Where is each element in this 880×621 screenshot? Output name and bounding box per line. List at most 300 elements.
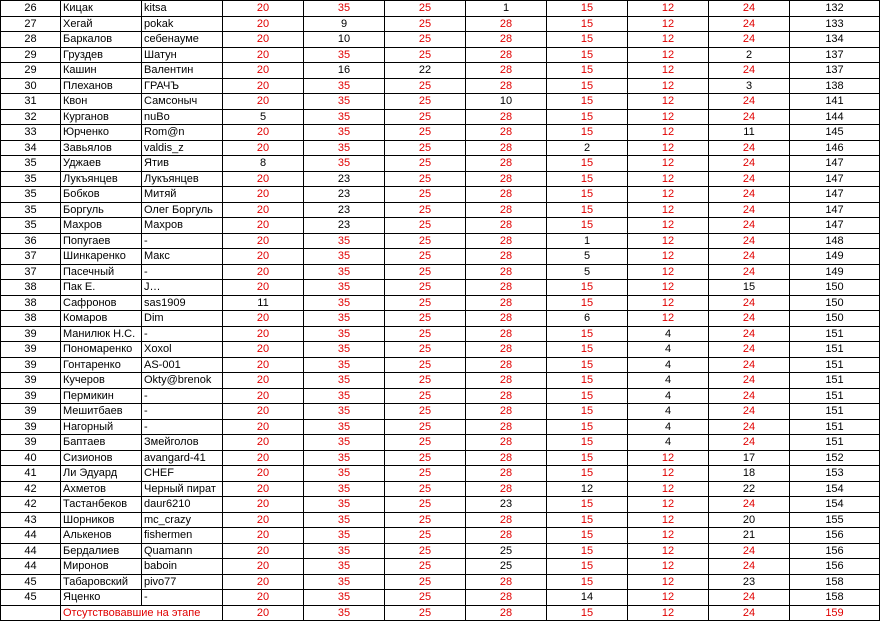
cell-total: 147 xyxy=(790,187,880,203)
cell-nickname: pivo77 xyxy=(142,574,223,590)
cell-surname: Баптаев xyxy=(61,435,142,451)
cell-stage2: 35 xyxy=(304,342,385,358)
cell-place: 39 xyxy=(1,342,61,358)
cell-stage1: 20 xyxy=(223,47,304,63)
cell-stage4: 25 xyxy=(466,543,547,559)
cell-stage3: 25 xyxy=(385,357,466,373)
cell-stage1: 20 xyxy=(223,326,304,342)
cell-stage2: 35 xyxy=(304,264,385,280)
cell-stage5: 15 xyxy=(547,63,628,79)
cell-stage7: 24 xyxy=(709,311,790,327)
cell-total: 156 xyxy=(790,528,880,544)
cell-stage3: 25 xyxy=(385,16,466,32)
table-row xyxy=(1,404,880,420)
cell-stage5: 15 xyxy=(547,574,628,590)
cell-stage1: 20 xyxy=(223,559,304,575)
cell-total: 151 xyxy=(790,357,880,373)
cell-surname: Плеханов xyxy=(61,78,142,94)
cell-stage7: 24 xyxy=(709,249,790,265)
cell-stage6: 12 xyxy=(628,543,709,559)
cell-stage4: 28 xyxy=(466,373,547,389)
table-row xyxy=(1,481,880,497)
cell-stage4: 28 xyxy=(466,125,547,141)
cell-place: 41 xyxy=(1,466,61,482)
table-row xyxy=(1,233,880,249)
cell-stage4: 23 xyxy=(466,497,547,513)
cell-surname: Кашин xyxy=(61,63,142,79)
cell-stage3: 25 xyxy=(385,497,466,513)
cell-stage5: 15 xyxy=(547,109,628,125)
cell-stage5: 15 xyxy=(547,295,628,311)
cell-stage3: 25 xyxy=(385,373,466,389)
cell-stage4: 28 xyxy=(466,187,547,203)
cell-nickname: Лукъянцев xyxy=(142,171,223,187)
cell-stage2: 35 xyxy=(304,605,385,620)
cell-surname: Алькенов xyxy=(61,528,142,544)
cell-stage7: 24 xyxy=(709,605,790,620)
cell-surname: Сафронов xyxy=(61,295,142,311)
cell-stage2: 35 xyxy=(304,373,385,389)
cell-stage4: 28 xyxy=(466,16,547,32)
cell-nickname: kitsa xyxy=(142,1,223,17)
cell-stage2: 35 xyxy=(304,497,385,513)
cell-total: 151 xyxy=(790,373,880,389)
cell-stage6: 12 xyxy=(628,140,709,156)
cell-stage3: 25 xyxy=(385,171,466,187)
cell-stage2: 35 xyxy=(304,388,385,404)
table-row xyxy=(1,373,880,389)
cell-total: 156 xyxy=(790,559,880,575)
cell-place: 45 xyxy=(1,590,61,606)
cell-stage6: 12 xyxy=(628,497,709,513)
cell-stage7: 24 xyxy=(709,543,790,559)
cell-stage2: 35 xyxy=(304,94,385,110)
cell-stage1: 20 xyxy=(223,605,304,620)
cell-surname: Тастанбеков xyxy=(61,497,142,513)
cell-stage2: 35 xyxy=(304,47,385,63)
cell-stage7: 24 xyxy=(709,435,790,451)
cell-stage5: 15 xyxy=(547,16,628,32)
cell-nickname: Олег Боргуль xyxy=(142,202,223,218)
cell-nickname: Okty@brenok xyxy=(142,373,223,389)
cell-nickname: pokak xyxy=(142,16,223,32)
cell-surname: Шинкаренко xyxy=(61,249,142,265)
cell-place: 39 xyxy=(1,373,61,389)
cell-stage1: 20 xyxy=(223,357,304,373)
cell-stage5: 15 xyxy=(547,419,628,435)
cell-stage3: 25 xyxy=(385,78,466,94)
cell-stage4: 28 xyxy=(466,574,547,590)
cell-stage2: 35 xyxy=(304,590,385,606)
cell-stage7: 24 xyxy=(709,1,790,17)
cell-stage5: 15 xyxy=(547,543,628,559)
cell-stage7: 24 xyxy=(709,590,790,606)
cell-stage3: 25 xyxy=(385,233,466,249)
table-row xyxy=(1,156,880,172)
table-row xyxy=(1,47,880,63)
cell-surname: Бердалиев xyxy=(61,543,142,559)
table-row xyxy=(1,16,880,32)
cell-stage3: 25 xyxy=(385,574,466,590)
cell-stage4: 28 xyxy=(466,109,547,125)
cell-total: 138 xyxy=(790,78,880,94)
cell-nickname: Xoxol xyxy=(142,342,223,358)
cell-stage4: 28 xyxy=(466,156,547,172)
cell-stage4: 28 xyxy=(466,528,547,544)
cell-stage5: 15 xyxy=(547,156,628,172)
table-row xyxy=(1,264,880,280)
cell-nickname: - xyxy=(142,233,223,249)
cell-stage3: 22 xyxy=(385,63,466,79)
cell-stage6: 12 xyxy=(628,16,709,32)
cell-stage7: 20 xyxy=(709,512,790,528)
cell-surname: Завьялов xyxy=(61,140,142,156)
cell-stage7: 24 xyxy=(709,264,790,280)
cell-stage3: 25 xyxy=(385,450,466,466)
cell-total: 150 xyxy=(790,295,880,311)
cell-stage7: 2 xyxy=(709,47,790,63)
cell-stage3: 25 xyxy=(385,125,466,141)
cell-stage4: 28 xyxy=(466,295,547,311)
cell-stage1: 20 xyxy=(223,63,304,79)
table-row xyxy=(1,125,880,141)
cell-place: 32 xyxy=(1,109,61,125)
cell-stage1: 20 xyxy=(223,94,304,110)
cell-stage6: 12 xyxy=(628,63,709,79)
cell-total: 141 xyxy=(790,94,880,110)
cell-stage2: 35 xyxy=(304,78,385,94)
table-row xyxy=(1,109,880,125)
cell-stage6: 12 xyxy=(628,450,709,466)
cell-place: 39 xyxy=(1,326,61,342)
cell-stage3: 25 xyxy=(385,404,466,420)
table-row xyxy=(1,512,880,528)
cell-stage7: 24 xyxy=(709,559,790,575)
cell-stage5: 15 xyxy=(547,512,628,528)
cell-stage3: 25 xyxy=(385,1,466,17)
cell-stage5: 6 xyxy=(547,311,628,327)
cell-stage5: 15 xyxy=(547,373,628,389)
cell-stage5: 5 xyxy=(547,249,628,265)
table-row xyxy=(1,218,880,234)
cell-stage6: 12 xyxy=(628,187,709,203)
cell-surname: Ахметов xyxy=(61,481,142,497)
cell-stage6: 12 xyxy=(628,47,709,63)
cell-nickname: Шатун xyxy=(142,47,223,63)
cell-nickname: valdis_z xyxy=(142,140,223,156)
cell-place: 44 xyxy=(1,543,61,559)
cell-place: 45 xyxy=(1,574,61,590)
table-row xyxy=(1,280,880,296)
cell-surname: Груздев xyxy=(61,47,142,63)
cell-stage4: 28 xyxy=(466,481,547,497)
cell-stage4: 1 xyxy=(466,1,547,17)
cell-stage5: 15 xyxy=(547,171,628,187)
cell-stage4: 28 xyxy=(466,63,547,79)
cell-stage4: 28 xyxy=(466,466,547,482)
cell-stage6: 4 xyxy=(628,342,709,358)
cell-stage4: 28 xyxy=(466,435,547,451)
cell-place: 42 xyxy=(1,497,61,513)
cell-stage2: 35 xyxy=(304,109,385,125)
cell-stage1: 20 xyxy=(223,140,304,156)
cell-nickname: - xyxy=(142,590,223,606)
cell-nickname: Quamann xyxy=(142,543,223,559)
cell-nickname: Змейголов xyxy=(142,435,223,451)
cell-stage6: 12 xyxy=(628,109,709,125)
cell-stage7: 17 xyxy=(709,450,790,466)
cell-stage3: 25 xyxy=(385,202,466,218)
cell-stage1: 11 xyxy=(223,295,304,311)
cell-surname: Боргуль xyxy=(61,202,142,218)
cell-stage1: 20 xyxy=(223,450,304,466)
cell-stage1: 20 xyxy=(223,466,304,482)
cell-surname: Пасечный xyxy=(61,264,142,280)
cell-total: 137 xyxy=(790,47,880,63)
cell-stage6: 12 xyxy=(628,528,709,544)
cell-stage1: 5 xyxy=(223,109,304,125)
cell-stage1: 20 xyxy=(223,404,304,420)
cell-stage6: 4 xyxy=(628,435,709,451)
cell-total: 147 xyxy=(790,202,880,218)
cell-stage5: 15 xyxy=(547,559,628,575)
cell-stage3: 25 xyxy=(385,543,466,559)
cell-stage2: 35 xyxy=(304,404,385,420)
cell-stage5: 15 xyxy=(547,326,628,342)
cell-nickname: - xyxy=(142,388,223,404)
cell-stage3: 25 xyxy=(385,109,466,125)
cell-stage4: 28 xyxy=(466,140,547,156)
cell-stage3: 25 xyxy=(385,590,466,606)
cell-stage7: 24 xyxy=(709,94,790,110)
cell-stage6: 12 xyxy=(628,125,709,141)
cell-stage5: 15 xyxy=(547,404,628,420)
cell-stage3: 25 xyxy=(385,140,466,156)
cell-stage3: 25 xyxy=(385,264,466,280)
cell-total: 145 xyxy=(790,125,880,141)
cell-stage1: 20 xyxy=(223,171,304,187)
cell-stage4: 28 xyxy=(466,249,547,265)
cell-stage4: 28 xyxy=(466,78,547,94)
cell-total: 151 xyxy=(790,419,880,435)
cell-stage7: 21 xyxy=(709,528,790,544)
cell-stage3: 25 xyxy=(385,605,466,620)
cell-place: 42 xyxy=(1,481,61,497)
cell-stage6: 12 xyxy=(628,202,709,218)
cell-stage1: 20 xyxy=(223,202,304,218)
cell-stage5: 2 xyxy=(547,140,628,156)
cell-stage5: 15 xyxy=(547,32,628,48)
cell-place: 30 xyxy=(1,78,61,94)
table-row xyxy=(1,528,880,544)
cell-stage4: 28 xyxy=(466,218,547,234)
table-row xyxy=(1,357,880,373)
cell-stage4: 28 xyxy=(466,280,547,296)
cell-stage7: 24 xyxy=(709,202,790,218)
cell-surname: Кучеров xyxy=(61,373,142,389)
table-row xyxy=(1,140,880,156)
cell-stage7: 24 xyxy=(709,404,790,420)
cell-stage6: 12 xyxy=(628,249,709,265)
cell-place: 39 xyxy=(1,435,61,451)
cell-total: 153 xyxy=(790,466,880,482)
cell-stage2: 35 xyxy=(304,357,385,373)
cell-stage6: 12 xyxy=(628,590,709,606)
cell-stage7: 24 xyxy=(709,140,790,156)
table-row xyxy=(1,466,880,482)
cell-surname: Курганов xyxy=(61,109,142,125)
cell-stage6: 12 xyxy=(628,264,709,280)
cell-stage3: 25 xyxy=(385,512,466,528)
cell-nickname: Черный пират xyxy=(142,481,223,497)
cell-stage1: 20 xyxy=(223,373,304,389)
cell-stage5: 15 xyxy=(547,78,628,94)
cell-stage1: 20 xyxy=(223,1,304,17)
cell-place: 39 xyxy=(1,419,61,435)
cell-nickname: Dim xyxy=(142,311,223,327)
cell-stage6: 12 xyxy=(628,574,709,590)
cell-surname: Пономаренко xyxy=(61,342,142,358)
cell-stage3: 25 xyxy=(385,32,466,48)
cell-stage6: 12 xyxy=(628,218,709,234)
cell-stage3: 25 xyxy=(385,481,466,497)
cell-nickname: mc_crazy xyxy=(142,512,223,528)
cell-stage3: 25 xyxy=(385,311,466,327)
cell-stage5: 12 xyxy=(547,481,628,497)
cell-stage1: 20 xyxy=(223,435,304,451)
cell-stage6: 12 xyxy=(628,295,709,311)
cell-stage7: 24 xyxy=(709,388,790,404)
cell-stage4: 28 xyxy=(466,233,547,249)
cell-stage7: 24 xyxy=(709,373,790,389)
cell-stage7: 24 xyxy=(709,497,790,513)
cell-total: 151 xyxy=(790,388,880,404)
cell-nickname: Митяй xyxy=(142,187,223,203)
cell-stage2: 35 xyxy=(304,543,385,559)
cell-stage3: 25 xyxy=(385,94,466,110)
cell-stage7: 23 xyxy=(709,574,790,590)
cell-place: 35 xyxy=(1,156,61,172)
cell-stage7: 24 xyxy=(709,63,790,79)
cell-total: 149 xyxy=(790,249,880,265)
cell-surname: Мешитбаев xyxy=(61,404,142,420)
cell-stage6: 12 xyxy=(628,512,709,528)
cell-surname: Сизионов xyxy=(61,450,142,466)
cell-nickname: Rom@n xyxy=(142,125,223,141)
cell-total: 158 xyxy=(790,574,880,590)
cell-stage6: 12 xyxy=(628,78,709,94)
cell-surname: Хегай xyxy=(61,16,142,32)
cell-stage7: 24 xyxy=(709,326,790,342)
cell-surname: Попугаев xyxy=(61,233,142,249)
cell-nickname: CHEF xyxy=(142,466,223,482)
table-row xyxy=(1,249,880,265)
cell-stage4: 28 xyxy=(466,357,547,373)
cell-place: 35 xyxy=(1,187,61,203)
cell-stage2: 35 xyxy=(304,574,385,590)
table-row xyxy=(1,171,880,187)
cell-stage6: 12 xyxy=(628,559,709,575)
cell-stage6: 12 xyxy=(628,171,709,187)
cell-total: 150 xyxy=(790,280,880,296)
cell-stage1: 20 xyxy=(223,512,304,528)
cell-total: 149 xyxy=(790,264,880,280)
cell-total: 155 xyxy=(790,512,880,528)
cell-stage3: 25 xyxy=(385,156,466,172)
cell-stage5: 15 xyxy=(547,280,628,296)
cell-stage5: 15 xyxy=(547,1,628,17)
cell-nickname: Махров xyxy=(142,218,223,234)
cell-stage1: 20 xyxy=(223,16,304,32)
cell-stage2: 35 xyxy=(304,233,385,249)
cell-total: 146 xyxy=(790,140,880,156)
cell-total: 150 xyxy=(790,311,880,327)
cell-stage2: 35 xyxy=(304,435,385,451)
cell-stage1: 20 xyxy=(223,481,304,497)
cell-nickname: AS-001 xyxy=(142,357,223,373)
table-row xyxy=(1,590,880,606)
table-row xyxy=(1,342,880,358)
cell-stage4: 28 xyxy=(466,202,547,218)
cell-stage3: 25 xyxy=(385,435,466,451)
cell-surname: Яценко xyxy=(61,590,142,606)
cell-stage6: 4 xyxy=(628,357,709,373)
cell-stage3: 25 xyxy=(385,466,466,482)
cell-stage5: 15 xyxy=(547,357,628,373)
cell-stage2: 35 xyxy=(304,326,385,342)
cell-total: 137 xyxy=(790,63,880,79)
cell-stage7: 18 xyxy=(709,466,790,482)
cell-stage7: 24 xyxy=(709,109,790,125)
cell-total: 147 xyxy=(790,171,880,187)
cell-stage2: 35 xyxy=(304,512,385,528)
table-row xyxy=(1,419,880,435)
cell-stage2: 35 xyxy=(304,559,385,575)
cell-nickname: J… xyxy=(142,280,223,296)
cell-stage3: 25 xyxy=(385,528,466,544)
cell-stage3: 25 xyxy=(385,419,466,435)
cell-place: 39 xyxy=(1,404,61,420)
cell-stage2: 35 xyxy=(304,295,385,311)
cell-stage2: 10 xyxy=(304,32,385,48)
cell-stage7: 24 xyxy=(709,233,790,249)
cell-stage6: 4 xyxy=(628,404,709,420)
cell-stage3: 25 xyxy=(385,559,466,575)
cell-nickname: себенауме xyxy=(142,32,223,48)
cell-stage4: 28 xyxy=(466,450,547,466)
cell-place: 37 xyxy=(1,249,61,265)
table-row xyxy=(1,1,880,17)
cell-stage7: 22 xyxy=(709,481,790,497)
cell-stage1: 20 xyxy=(223,528,304,544)
cell-stage2: 35 xyxy=(304,140,385,156)
table-row xyxy=(1,187,880,203)
cell-nickname: - xyxy=(142,404,223,420)
table-row xyxy=(1,574,880,590)
cell-stage1: 20 xyxy=(223,497,304,513)
cell-stage5: 15 xyxy=(547,388,628,404)
cell-stage1: 20 xyxy=(223,342,304,358)
cell-stage4: 28 xyxy=(466,342,547,358)
cell-surname: Бобков xyxy=(61,187,142,203)
cell-stage2: 35 xyxy=(304,156,385,172)
cell-place: 37 xyxy=(1,264,61,280)
cell-surname: Пермикин xyxy=(61,388,142,404)
cell-stage4: 28 xyxy=(466,590,547,606)
cell-stage2: 35 xyxy=(304,528,385,544)
table-row xyxy=(1,435,880,451)
cell-surname: Лукъянцев xyxy=(61,171,142,187)
